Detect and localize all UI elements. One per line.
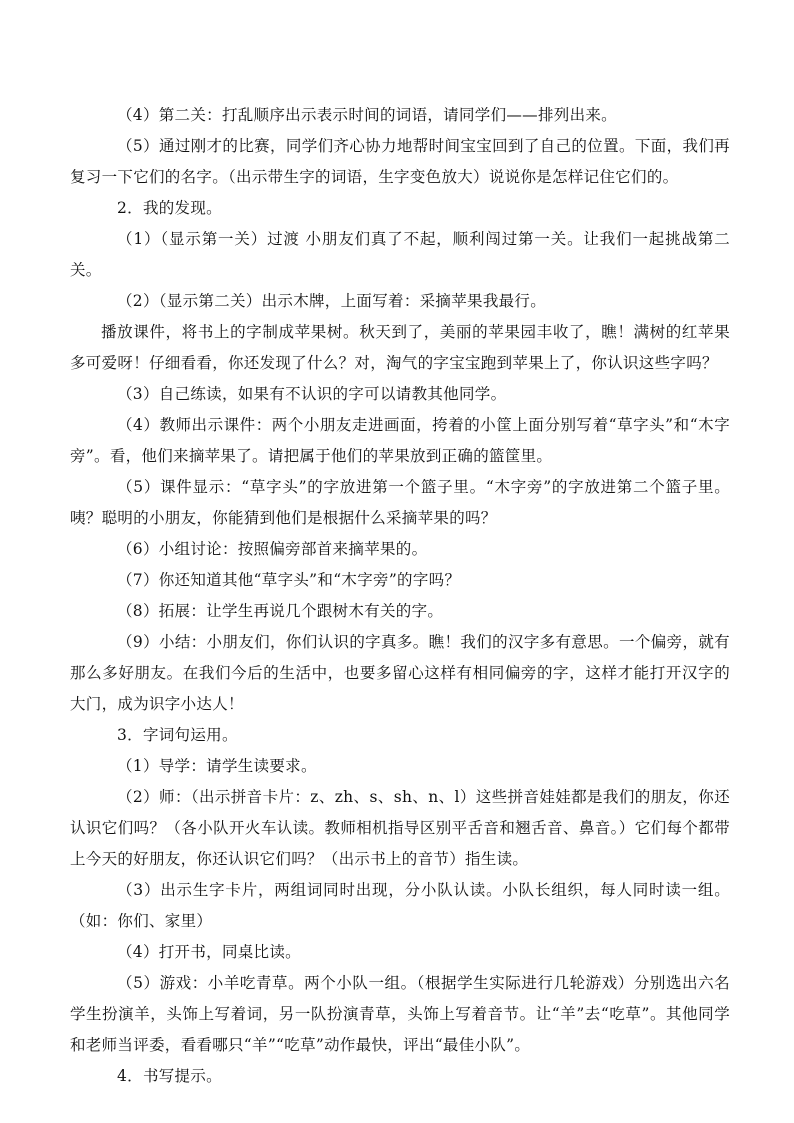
- paragraph: 播放课件，将书上的字制成苹果树。秋天到了，美丽的苹果园丰收了，瞧！满树的红苹果多可爱呀！仔细看看，你还发现了什么？对，淘气的字宝宝跑到苹果上了，你认识这些字吗？: [70, 323, 730, 372]
- document-body: [70, 100, 730, 1092]
- paragraph: （1）（显示第一关）过渡 小朋友们真了不起，顺利闯过第一关。让我们一起挑战第二关。: [70, 230, 730, 279]
- paragraph: （9）小结：小朋友们，你们认识的字真多。瞧！我们的汉字多有意思。一个偏旁，就有那么多好朋友。在我们今后的生活中，也要多留心这样有相同偏旁的字，这样才能打开汉字的大门，成为识字小达人！: [70, 633, 730, 713]
- paragraph: （6）小组讨论：按照偏旁部首来摘苹果的。: [117, 540, 428, 558]
- paragraph: （4）打开书，同桌比读。: [117, 943, 301, 961]
- paragraph: （5）课件显示：“草字头”的字放进第一个篮子里。“木字旁”的字放进第二个篮子里。咦？聪明的小朋友，你能猜到他们是根据什么采摘苹果的吗？: [70, 478, 730, 527]
- paragraph: （3）自己练读，如果有不认识的字可以请教其他同学。: [117, 385, 507, 403]
- paragraph: （5）通过刚才的比赛，同学们齐心协力地帮时间宝宝回到了自己的位置。下面，我们再复习一下它们的名字。（出示带生字的词语，生字变色放大）说说你是怎样记住它们的。: [70, 137, 730, 186]
- paragraph: （7）你还知道其他“草字头”和“木字旁”的字吗？: [117, 571, 461, 589]
- paragraph: （1）导学：请学生读要求。: [117, 757, 317, 775]
- paragraph: （4）第二关：打乱顺序出示表示时间的词语，请同学们——排列出来。: [117, 106, 617, 124]
- paragraph: （5）游戏：小羊吃青草。两个小队一组。（根据学生实际进行几轮游戏）分别选出六名学生扮演羊，头饰上写着词，另一队扮演青草，头饰上写着音节。让“羊”去“吃草”。其他同学和老师当评委，看看哪只“羊”“吃草”动作最快，评出“最佳小队”。: [70, 974, 730, 1054]
- paragraph: 3．字词句运用。: [117, 726, 238, 744]
- paragraph: （2）师：（出示拼音卡片：z、zh、s、sh、n、l）这些拼音娃娃都是我们的朋友，你还认识它们吗？（各小队开火车认读。教师相机指导区别平舌音和翘舌音、鼻音。）它们每个都带上今天的好朋友，你还认识它们吗？（出示书上的音节）指生读。: [70, 788, 730, 868]
- paragraph: （3）出示生字卡片，两组词同时出现，分小队认读。小队长组织，每人同时读一组。（如：你们、家里）: [70, 881, 730, 930]
- paragraph: 2．我的发现。: [117, 199, 222, 217]
- paragraph: 4．书写提示。: [117, 1067, 222, 1085]
- paragraph: （2）（显示第二关）出示木牌，上面写着：采摘苹果我最行。: [117, 292, 547, 310]
- paragraph: （4）教师出示课件：两个小朋友走进画面，挎着的小筐上面分别写着“草字头”和“木字旁”。看，他们来摘苹果了。请把属于他们的苹果放到正确的篮筐里。: [70, 416, 730, 465]
- paragraph: （8）拓展：让学生再说几个跟树木有关的字。: [117, 602, 444, 620]
